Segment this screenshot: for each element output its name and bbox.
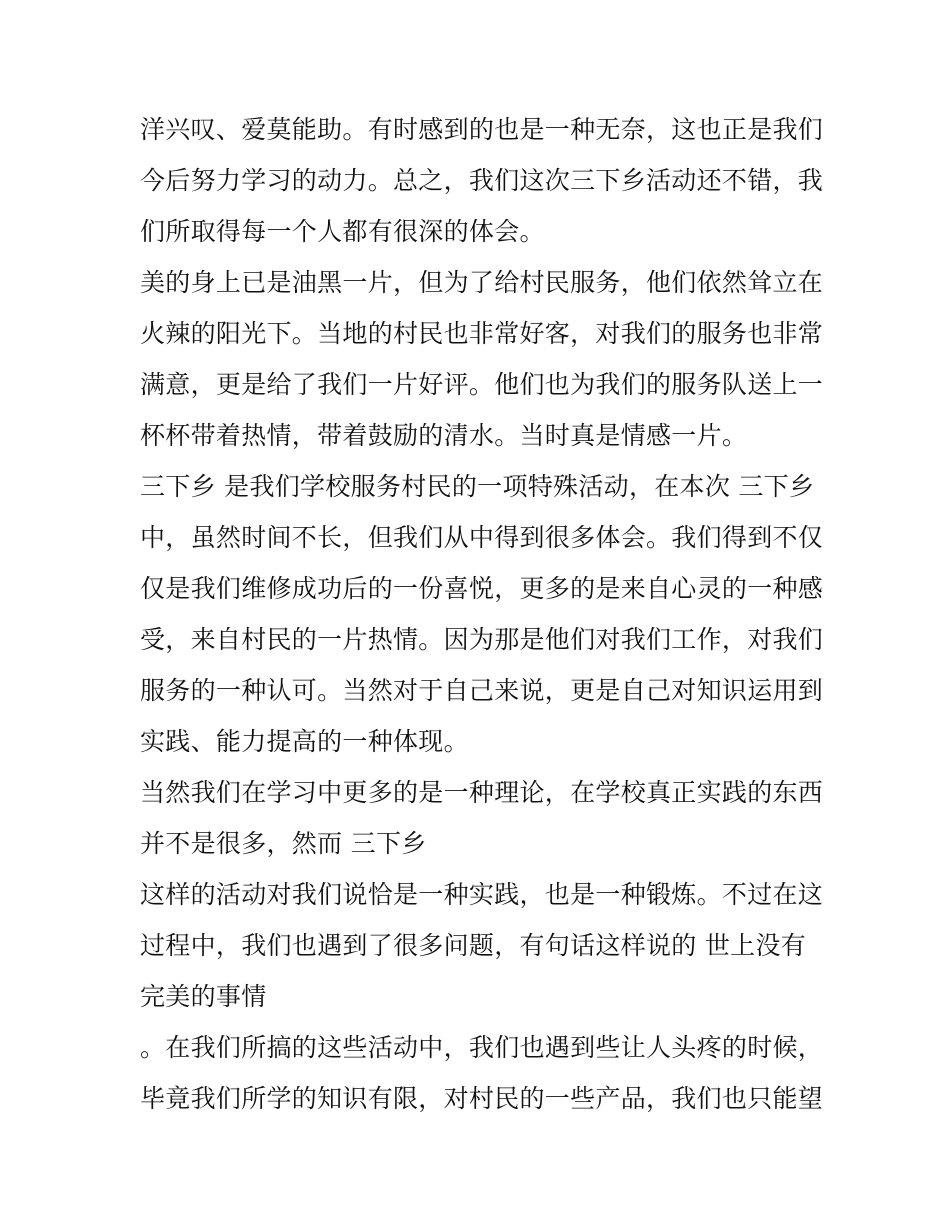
text-line: 今后努力学习的动力。总之，我们这次三下乡活动还不错，我 [140,166,824,195]
text-line: 们所取得每一个人都有很深的体会。 [140,217,545,246]
text-line: 仅是我们维修成功后的一份喜悦，更多的是来自心灵的一种感 [140,574,824,603]
document-body [140,104,830,1124]
text-line: 实践、能力提高的一种体现。 [140,727,469,756]
text-line: 中，虽然时间不长，但我们从中得到很多体会。我们得到不仅 [140,523,824,552]
text-line: 杯杯带着热情，带着鼓励的清水。当时真是情感一片。 [140,421,748,450]
text-line: 火辣的阳光下。当地的村民也非常好客，对我们的服务也非常 [140,319,824,348]
text-line: 服务的一种认可。当然对于自己来说，更是自己对知识运用到 [140,676,824,705]
text-line: 。在我们所搞的这些活动中，我们也遇到些让人头疼的时候， [140,1033,824,1062]
text-line: 当然我们在学习中更多的是一种理论，在学校真正实践的东西 [140,778,824,807]
text-line: 毕竟我们所学的知识有限，对村民的一些产品，我们也只能望 [140,1084,824,1113]
text-line: 三下乡 是我们学校服务村民的一项特殊活动，在本次 三下乡 [140,472,815,501]
text-line: 并不是很多，然而 三下乡 [140,829,427,858]
text-line: 过程中，我们也遇到了很多问题，有句话这样说的 世上没有 [140,931,807,960]
text-line: 受，来自村民的一片热情。因为那是他们对我们工作，对我们 [140,625,824,654]
text-line: 完美的事情 [140,982,267,1011]
text-line: 这样的活动对我们说恰是一种实践，也是一种锻炼。不过在这 [140,880,824,909]
text-line: 满意，更是给了我们一片好评。他们也为我们的服务队送上一 [140,370,824,399]
text-line: 洋兴叹、爱莫能助。有时感到的也是一种无奈，这也正是我们 [140,115,824,144]
text-line: 美的身上已是油黑一片，但为了给村民服务，他们依然耸立在 [140,268,824,297]
